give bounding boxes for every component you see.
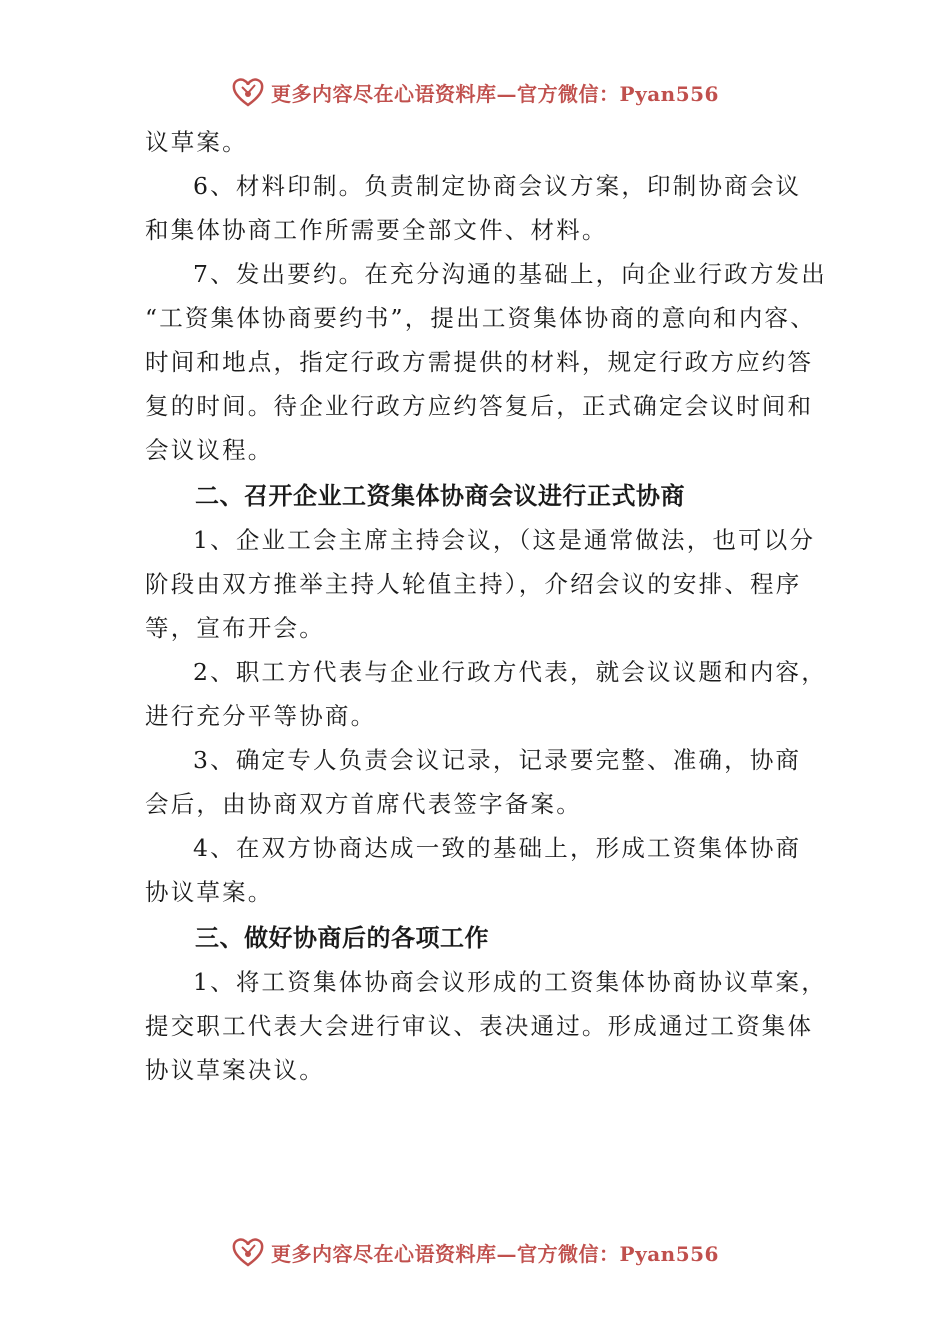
paragraph: 3、确定专人负责会议记录，记录要完整、准确，协商 xyxy=(193,746,802,774)
footer-banner xyxy=(0,1232,950,1272)
document-body xyxy=(145,120,835,1092)
heart-logo-icon xyxy=(231,75,265,109)
paragraph: 1、将工资集体协商会议形成的工资集体协商协议草案，提交职工代表大会进行审议、表决通过。形成通过工资集体协议草案决议。 xyxy=(145,968,827,1084)
section-heading-2: 二、召开企业工资集体协商会议进行正式协商 xyxy=(195,482,685,510)
paragraph: 协议草案。 xyxy=(145,878,274,906)
paragraph: 议草案。 xyxy=(145,128,248,156)
paragraph: 6、材料印制。负责制定协商会议方案，印制协商会议 xyxy=(193,172,802,200)
paragraph: 进行充分平等协商。 xyxy=(145,702,377,730)
header-banner-text: 更多内容尽在心语资料库—官方微信：Pyan556 xyxy=(271,81,719,106)
header-banner xyxy=(0,72,950,112)
paragraph: 2、职工方代表与企业行政方代表，就会议议题和内容， xyxy=(193,658,827,686)
paragraph: 会后，由协商双方首席代表签字备案。 xyxy=(145,790,582,818)
paragraph: “工资集体协商要约书”，提出工资集体协商的意向和内容、时间和地点，指定行政方需提供的材料，规定行政方应约答复的时间。待企业行政方应约答复后，正式确定会议时间和会议议程。 xyxy=(145,304,816,464)
paragraph: 4、在双方协商达成一致的基础上，形成工资集体协商 xyxy=(193,834,802,862)
paragraph: 和集体协商工作所需要全部文件、材料。 xyxy=(145,216,608,244)
heart-logo-icon xyxy=(231,1235,265,1269)
footer-banner-text: 更多内容尽在心语资料库—官方微信：Pyan556 xyxy=(271,1241,719,1266)
paragraph: 7、发出要约。在充分沟通的基础上，向企业行政方发出 xyxy=(193,260,827,288)
paragraph: 1、企业工会主席主持会议，（这是通常做法，也可以分阶段由双方推举主持人轮值主持），介绍会议的安排、程序等，宣布开会。 xyxy=(145,526,816,642)
section-heading-3: 三、做好协商后的各项工作 xyxy=(195,924,489,952)
